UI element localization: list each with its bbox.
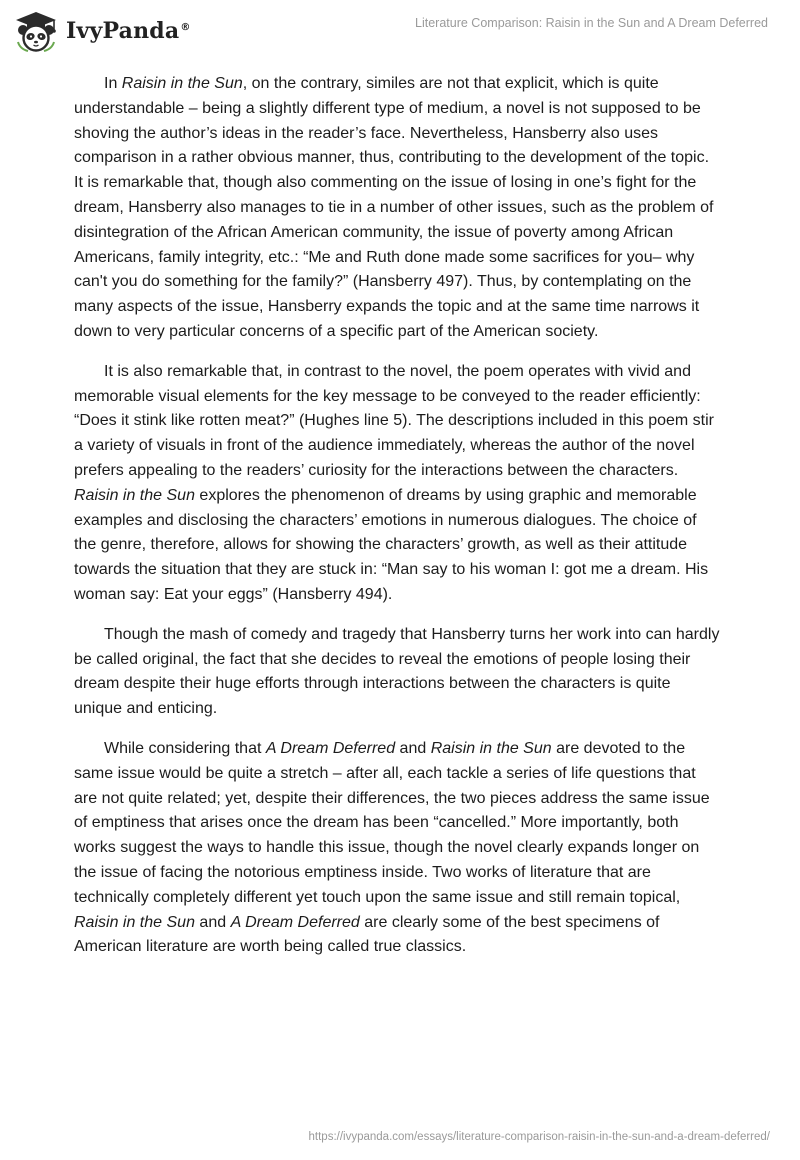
paragraph <box>74 72 722 345</box>
text-run: and <box>194 913 231 931</box>
text-run: , on the contrary, similes are not that explicit, which is quite understandable – being a slightly different type of medium, a novel is not supposed to be shoving the author’s ideas in the reader’s face. Nevertheless, Hansberry also uses comparison in a rather obvious manner, thus, contributing to the development of the topic. It is remarkable that, though also commenting on the issue of losing in one’s fight for the dream, Hansberry also manages to tie in a number of other issues, such as the problem of disintegration of the African American community, the issue of poverty among African Americans, family integrity, etc.: “Me and Ruth done made some sacrifices for you– why can't you do something for the family?” (Hansberry 497). Thus, by contemplating on the many aspects of the issue, Hansberry expands the topic and at the same time narrows it down to very particular concerns of a specific part of the American society. <box>74 75 714 340</box>
text-run: While considering that <box>104 739 266 757</box>
document-title: Literature Comparison: Raisin in the Sun and A Dream Deferred <box>415 16 768 30</box>
title-italic: Raisin in the Sun <box>121 75 243 92</box>
text-run: In <box>104 75 122 92</box>
text-run: are devoted to the same issue would be quite a stretch – after all, each tackle a series of life questions that are not quite related; yet, despite their differences, the two pieces address the same issue of emptiness that arises once the dream has been “cancelled.” More importantly, both works suggest the ways to handle this issue, though the novel clearly expands longer on the issue of facing the notorious emptiness inside. Two works of literature that are technically completely different yet touch upon the same issue and still remain topical, <box>74 739 710 906</box>
title-italic: Raisin in the Sun <box>74 913 195 931</box>
title-italic: Raisin in the Sun <box>74 486 195 504</box>
brand-name: IvyPanda® <box>66 18 191 44</box>
paragraph <box>74 623 722 722</box>
text-run: and <box>395 739 431 757</box>
paragraph <box>74 737 722 960</box>
text-run: Though the mash of comedy and tragedy that Hansberry turns her work into can hardly be called original, the fact that she decides to reveal the emotions of people losing their dream despite their huge efforts through interactions between the characters is quite unique and enticing. <box>74 625 720 718</box>
paragraph <box>74 360 722 608</box>
panda-graduate-icon <box>14 10 58 52</box>
text-run: are clearly some of the best specimens of American literature are worth being called true classics. <box>74 913 660 956</box>
title-italic: A Dream Deferred <box>230 913 360 931</box>
text-run: explores the phenomenon of dreams by using graphic and memorable examples and disclosing the characters’ emotions in numerous dialogues. The choice of the genre, therefore, allows for showing the characters’ growth, as well as their attitude towards the situation that they are stuck in: “Man say to his woman I: got me a dream. His woman say: Eat your eggs” (Hansberry 494). <box>74 486 709 603</box>
page-header <box>0 0 800 60</box>
brand-logo[interactable] <box>14 10 191 52</box>
text-run: It is also remarkable that, in contrast to the novel, the poem operates with vivid and memorable visual elements for the key message to be conveyed to the reader efficiently: “Does it stink like rotten meat?” (Hughes line 5). The descriptions included in this poem stir a variety of visuals in front of the audience immediately, whereas the author of the novel prefers appealing to the readers’ curiosity for the interactions between the characters. <box>74 362 714 479</box>
title-italic: Raisin in the Sun <box>430 739 552 757</box>
title-italic: A Dream Deferred <box>265 739 396 757</box>
essay-body <box>74 72 722 975</box>
source-url[interactable]: https://ivypanda.com/essays/literature-comparison-raisin-in-the-sun-and-a-dream-deferred/ <box>308 1131 770 1143</box>
